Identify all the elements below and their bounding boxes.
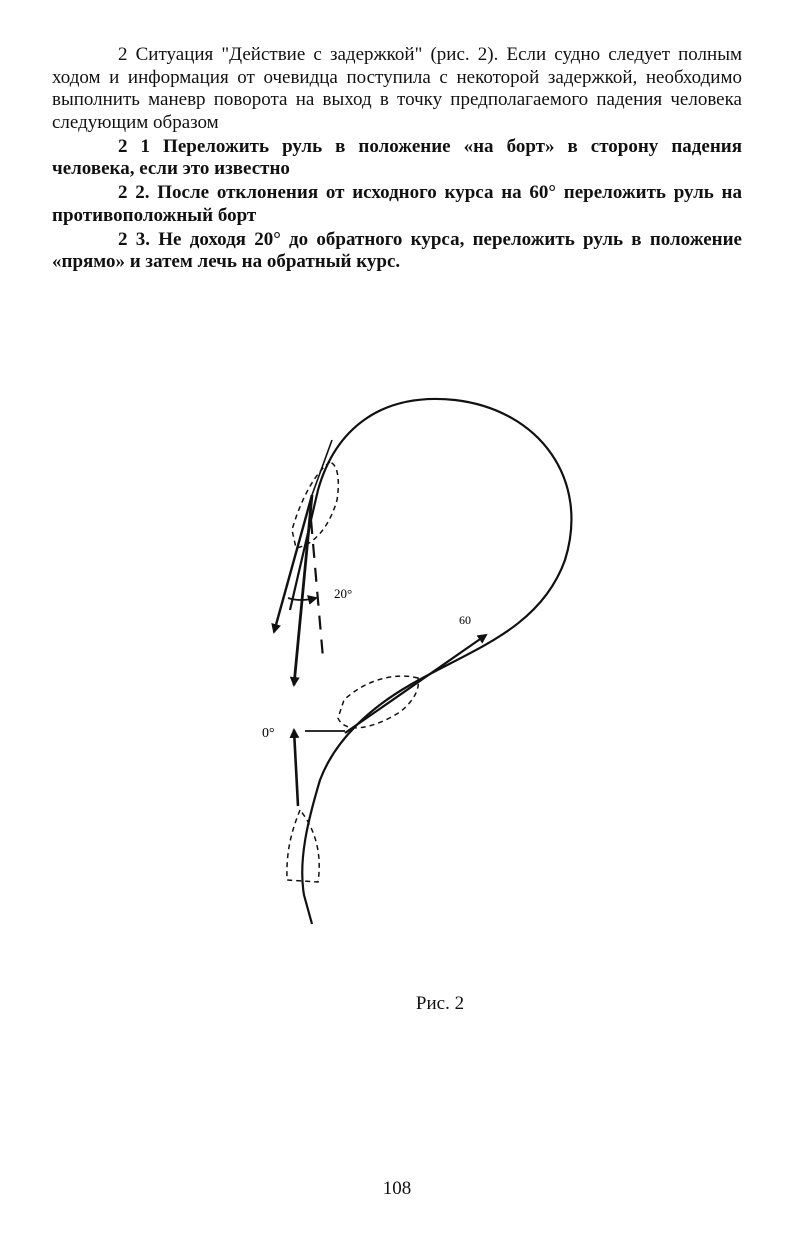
paragraph-situation: 2 Ситуация "Действие с задержкой" (рис. 2). Если судно следует полным ходом и информация от очевидца поступила с некоторой задержкой, необходимо выполнить маневр поворота на выход в точку предполагаемого падения человека следующим образом [52,44,742,133]
paragraph-step-3: 2 3. Не доходя 20° до обратного курса, переложить руль в положение «прямо» и затем лечь на обратный курс. [52,228,742,272]
course-line-upper [312,440,332,495]
paragraph-step-1: 2 1 Переложить руль в положение «на борт» в сторону падения человека, если это известно [52,135,742,179]
ship-outline-middle [338,676,418,728]
figure-caption: Рис. 2 [415,993,465,1014]
original-course-arrow [294,730,298,806]
page-number: 108 [382,1178,412,1199]
trajectory-curve [290,399,571,924]
reference-dashed-line [311,520,323,658]
paragraph-step-2: 2 2. После отклонения от исходного курса на 60° переложить руль на противоположный борт [52,182,742,226]
label-20-degrees: 20° [334,586,353,601]
deviation-60-arrow [345,635,486,733]
label-60-degrees: 60 [459,613,471,627]
label-0-degrees: 0° [262,726,275,741]
